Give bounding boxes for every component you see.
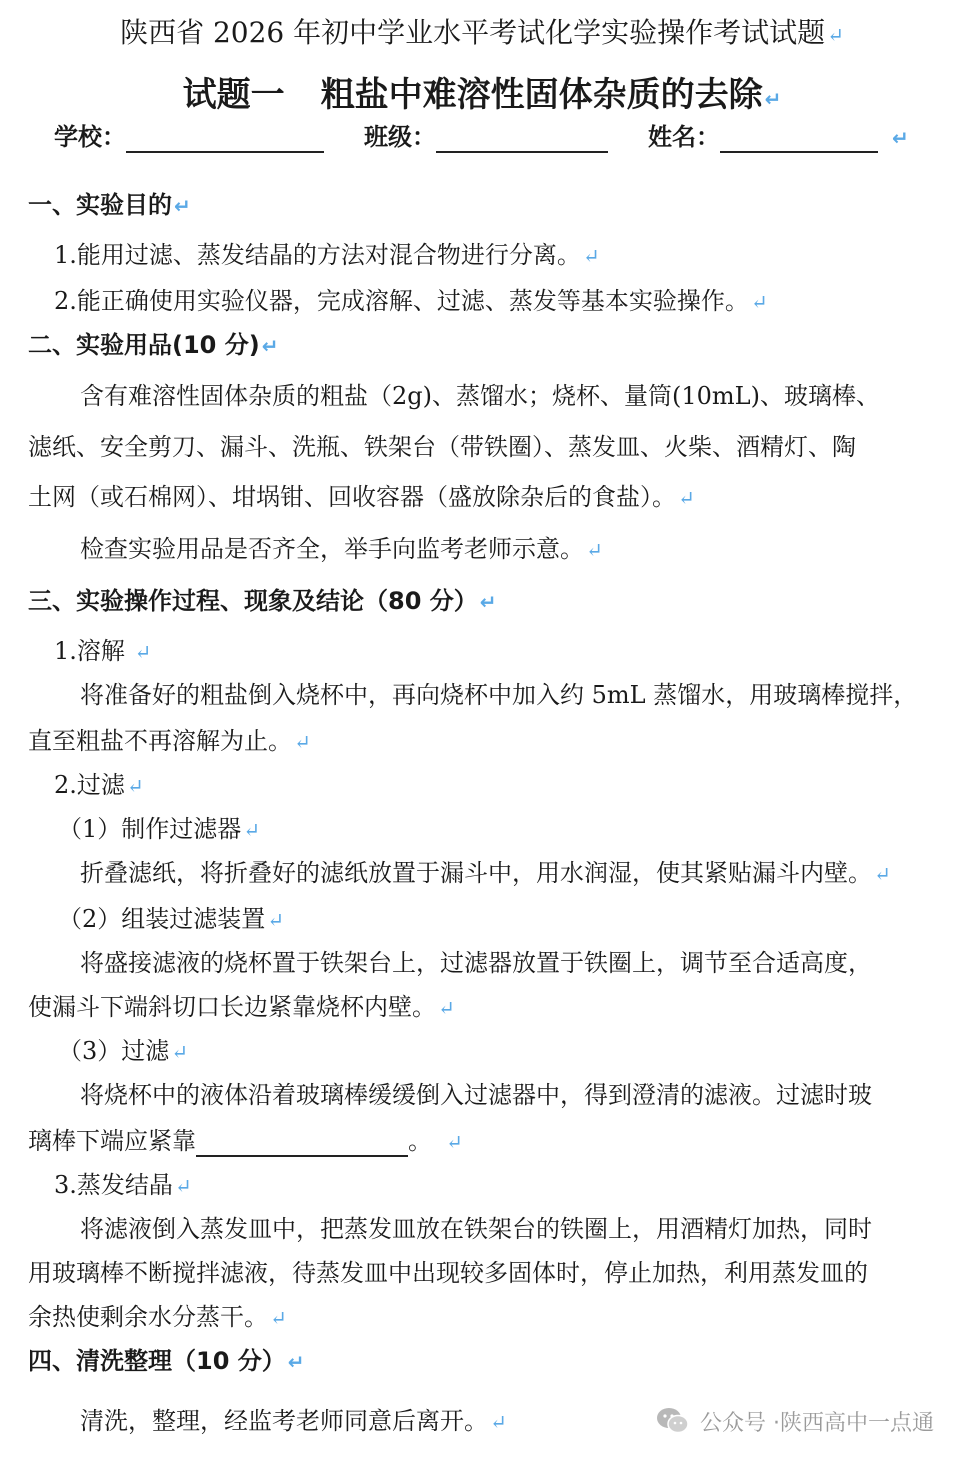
- question-number: 试题一: [182, 75, 285, 115]
- paragraph-text: 检查实验用品是否齐全，举手向监考老师示意。: [80, 535, 584, 563]
- step-2-3-line-2: [28, 1126, 463, 1157]
- return-mark: ↵: [174, 194, 191, 218]
- school-field[interactable]: [126, 125, 324, 153]
- return-mark: ↵: [267, 908, 285, 932]
- section-1-item-2: [54, 286, 768, 317]
- paragraph-text: 含有难溶性固体杂质的粗盐（2g)、蒸馏水；烧杯、量筒(10mL)、玻璃棒、: [80, 382, 880, 410]
- name-label: 姓名：: [648, 123, 720, 151]
- section-title-text: 三、实验操作过程、现象及结论（80 分）: [28, 587, 478, 615]
- question-heading: [0, 74, 964, 120]
- return-mark: ↵: [171, 1040, 189, 1064]
- name-field[interactable]: [720, 125, 878, 153]
- return-mark: ↵: [582, 244, 600, 268]
- materials-check: [80, 534, 603, 565]
- step-3-line-3: [28, 1302, 287, 1333]
- step-1-line-2: [28, 726, 311, 757]
- return-mark: ↵: [438, 996, 455, 1020]
- step-2-1-text: [80, 858, 891, 889]
- watermark-name: 陕西高中一点通: [779, 1410, 934, 1436]
- paragraph-text: 清洗，整理，经监考老师同意后离开。: [80, 1407, 488, 1435]
- step-2-1-title: [58, 814, 260, 845]
- step-1-title: [54, 636, 151, 667]
- step-2-title: [54, 770, 144, 801]
- section-title-text: 一、实验目的: [28, 191, 172, 219]
- paragraph-text: 。: [408, 1127, 432, 1155]
- return-mark: ↵: [446, 1130, 463, 1154]
- paragraph-text: 余热使剩余水分蒸干。: [28, 1303, 268, 1331]
- return-mark: ↵: [294, 730, 311, 754]
- return-mark: ↵: [479, 590, 497, 614]
- answer-blank[interactable]: [196, 1129, 408, 1157]
- paragraph-text: 璃棒下端应紧靠: [28, 1127, 196, 1155]
- section-4-text: [80, 1406, 507, 1437]
- step-3-line-1: [80, 1214, 872, 1244]
- return-mark: ↵: [764, 87, 782, 111]
- substep-title-text: （3）过滤: [58, 1037, 170, 1065]
- step-title-text: 2.过滤: [54, 771, 125, 799]
- step-2-2-title: [58, 904, 284, 935]
- section-4-title: [28, 1346, 305, 1377]
- watermark-prefix: 公众号 ·: [699, 1410, 780, 1436]
- step-3-line-2: [28, 1258, 868, 1288]
- materials-line-2: [28, 432, 856, 462]
- info-row: [54, 122, 909, 153]
- item-text: 1.能用过滤、蒸发结晶的方法对混合物进行分离。: [54, 241, 581, 269]
- class-label: 班级：: [364, 123, 436, 151]
- step-title-text: 3.蒸发结晶: [54, 1171, 173, 1199]
- item-text: 2.能正确使用实验仪器，完成溶解、过滤、蒸发等基本实验操作。: [54, 287, 749, 315]
- school-label: 学校：: [54, 123, 126, 151]
- return-mark: ↵: [490, 1410, 507, 1434]
- paragraph-text: 将盛接滤液的烧杯置于铁架台上，过滤器放置于铁圈上，调节至合适高度，: [80, 949, 872, 977]
- section-title-text: 四、清洗整理（10 分）: [28, 1347, 286, 1375]
- section-title-text: 二、实验用品(10 分): [28, 331, 260, 359]
- section-3-title: [28, 586, 497, 617]
- paragraph-text: 用玻璃棒不断搅拌滤液，待蒸发皿中出现较多固体时，停止加热，利用蒸发皿的: [28, 1259, 868, 1287]
- step-2-3-line-1: [80, 1080, 872, 1110]
- paragraph-text: 使漏斗下端斜切口长边紧靠烧杯内壁。: [28, 993, 436, 1021]
- materials-line-3: [28, 482, 695, 513]
- watermark: [656, 1404, 934, 1438]
- section-1-title: [28, 190, 191, 221]
- step-2-2-line-1: [80, 948, 872, 978]
- section-1-item-1: [54, 240, 600, 271]
- return-mark: ↵: [126, 774, 144, 798]
- return-mark: ↵: [874, 862, 891, 886]
- return-mark: ↵: [287, 1350, 305, 1374]
- step-3-title: [54, 1170, 192, 1201]
- paragraph-text: 滤纸、安全剪刀、漏斗、洗瓶、铁架台（带铁圈）、蒸发皿、火柴、酒精灯、陶: [28, 433, 856, 461]
- wechat-icon: [656, 1406, 690, 1436]
- return-mark: ↵: [270, 1306, 287, 1330]
- return-mark: ↵: [243, 818, 261, 842]
- step-2-2-line-2: [28, 992, 455, 1023]
- return-mark: ↵: [892, 126, 909, 150]
- title-text: 陕西省 2026 年初中学业水平考试化学实验操作考试试题: [120, 16, 826, 49]
- return-mark: ↵: [750, 290, 768, 314]
- class-field[interactable]: [436, 125, 608, 153]
- return-mark: ↵: [827, 23, 844, 47]
- section-2-title: [28, 330, 278, 361]
- page-title: [0, 16, 964, 52]
- step-1-line-1: [80, 680, 917, 710]
- paragraph-text: 直至粗盐不再溶解为止。: [28, 727, 292, 755]
- paragraph-text: 将准备好的粗盐倒入烧杯中，再向烧杯中加入约 5mL 蒸馏水，用玻璃棒搅拌，: [80, 681, 918, 709]
- substep-title-text: （1）制作过滤器: [58, 815, 242, 843]
- return-mark: ↵: [678, 486, 695, 510]
- return-mark: ↵: [261, 334, 279, 358]
- step-2-3-title: [58, 1036, 188, 1067]
- return-mark: ↵: [586, 538, 603, 562]
- paragraph-text: 折叠滤纸，将折叠好的滤纸放置于漏斗中，用水润湿，使其紧贴漏斗内壁。: [80, 859, 872, 887]
- paragraph-text: 土网（或石棉网）、坩埚钳、回收容器（盛放除杂后的食盐）。: [28, 483, 676, 511]
- materials-line-1: [80, 381, 880, 411]
- return-mark: ↵: [134, 640, 152, 664]
- paragraph-text: 将滤液倒入蒸发皿中，把蒸发皿放在铁架台的铁圈上，用酒精灯加热，同时: [80, 1215, 872, 1243]
- step-title-text: 1.溶解: [54, 637, 125, 665]
- return-mark: ↵: [174, 1174, 192, 1198]
- question-name: 粗盐中难溶性固体杂质的去除: [320, 75, 763, 115]
- substep-title-text: （2）组装过滤装置: [58, 905, 266, 933]
- paragraph-text: 将烧杯中的液体沿着玻璃棒缓缓倒入过滤器中，得到澄清的滤液。过滤时玻: [80, 1081, 872, 1109]
